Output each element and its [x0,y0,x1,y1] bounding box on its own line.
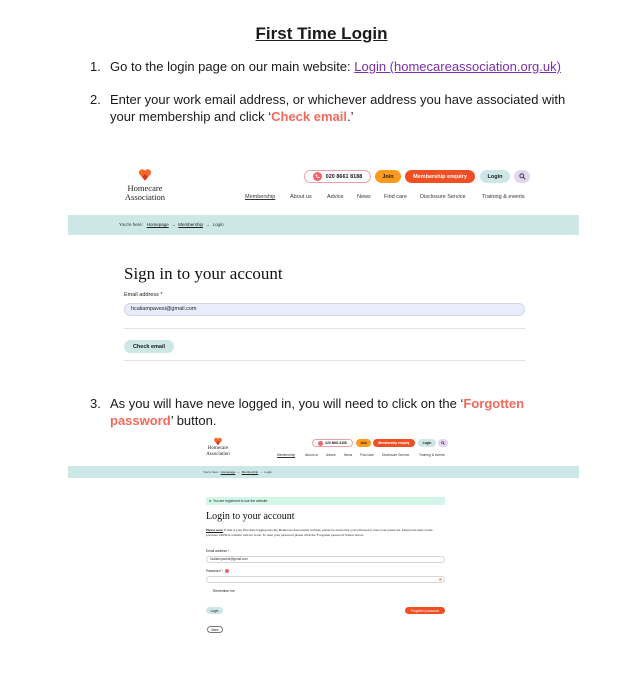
arrow-right-icon: → [171,222,176,227]
heart-logo-icon [138,168,152,182]
screenshot-sign-in [68,158,579,368]
required-icon [225,569,229,573]
nav-find-care[interactable]: Find care [360,453,374,457]
search-icon [441,441,445,445]
phone-icon [313,172,322,181]
membership-enquiry-button[interactable]: Membership enquiry [373,439,415,447]
join-button[interactable]: Join [356,439,371,447]
breadcrumb-current: Login [264,470,272,474]
step-text: As you will have neve logged in, you will need to click on the ‘Forgotten password’ button. [110,396,525,428]
email-label: Email address * [206,549,230,553]
step-number: 1. [90,59,101,74]
login-button[interactable]: Login [480,170,510,183]
forgotten-password-button[interactable]: Forgotten password [405,607,445,614]
phone-button[interactable]: 020 8661 8188 [312,439,353,447]
nav-membership[interactable]: Membership [245,194,276,200]
phone-icon [318,441,323,446]
password-input[interactable] [206,576,445,583]
check-email-highlight: Check email [271,109,347,124]
nav-advice[interactable]: Advice [327,194,344,200]
heart-logo-icon [214,437,223,446]
nav-advice[interactable]: Advice [326,453,336,457]
forgotten-password-highlight: Forgotten password [110,396,525,428]
login-submit-button[interactable]: Login [206,607,223,614]
nav-news[interactable]: News [344,453,353,457]
step-text: Enter your work email address, or whichever address you have associated with your membership and click ‘Check email.’ [110,92,566,124]
check-email-button[interactable]: Check email [124,340,174,353]
remember-me-label[interactable]: Remember me [213,589,235,593]
eye-icon[interactable] [439,578,442,581]
breadcrumb-homepage[interactable]: Homepage [220,470,236,474]
password-label: Password * [206,569,229,573]
breadcrumb-membership[interactable]: Membership [178,222,204,227]
homecare-logo: Homecare Association [200,437,236,459]
search-icon [519,173,526,180]
back-button[interactable]: Back [207,626,223,633]
screenshot-login [68,435,579,640]
step-text: Go to the login page on our main website: Login (homecareassociation.org.uk) [110,59,561,74]
arrow-right-icon: → [237,470,241,474]
sign-in-heading: Sign in to your account [124,264,283,283]
nav-membership[interactable]: Membership [277,453,296,457]
login-link[interactable]: Login (homecareassociation.org.uk) [354,59,561,74]
nav-find-care[interactable]: Find care [384,194,407,200]
breadcrumb-homepage[interactable]: Homepage [146,222,169,227]
success-alert: You are registered to use the website [206,497,445,505]
step-number: 2. [90,92,101,107]
check-icon [209,500,211,502]
membership-enquiry-button[interactable]: Membership enquiry [405,170,475,183]
breadcrumb-membership[interactable]: Membership [241,470,259,474]
login-note: Please note: If this is your first time logging into the Homecare Association website, please be aware that you will need to reset your password. Passwords used on the previous UKHCA website will not work. To reset your password please click the 'Forgotten password' button below. [206,528,433,537]
arrow-right-icon: → [205,222,211,227]
nav-disclosure-service[interactable]: Disclosure Service [420,194,466,200]
login-heading: Login to your account [206,511,295,522]
nav-news[interactable]: News [357,194,371,200]
breadcrumb: You're here: Homepage → Membership → Login [68,215,579,235]
login-button[interactable]: Login [418,439,436,447]
nav-disclosure-service[interactable]: Disclosure Service [382,453,410,457]
page-title: First Time Login [255,24,388,43]
divider [124,360,525,361]
search-button[interactable] [514,170,530,183]
search-button[interactable] [438,439,448,447]
breadcrumb-current: Login [212,222,224,227]
nav-training-events[interactable]: Training & events [419,453,445,457]
step-number: 3. [90,396,101,411]
breadcrumb: You're here: Homepage → Membership → Login [68,466,579,478]
nav-training-events[interactable]: Training & events [482,194,525,200]
join-button[interactable]: Join [375,170,401,183]
email-input[interactable]: hcaliampavesi@gmail.com [124,303,525,316]
nav-about-us[interactable]: About us [290,194,312,200]
email-label: Email address * [124,292,163,298]
nav-about-us[interactable]: About us [305,453,319,457]
divider [124,328,525,329]
email-input[interactable]: hcaliampavesi@gmail.com [206,556,445,563]
phone-button[interactable]: 020 8661 8188 [304,170,371,183]
homecare-logo: Homecare Association [116,168,174,202]
arrow-right-icon: → [259,470,263,474]
